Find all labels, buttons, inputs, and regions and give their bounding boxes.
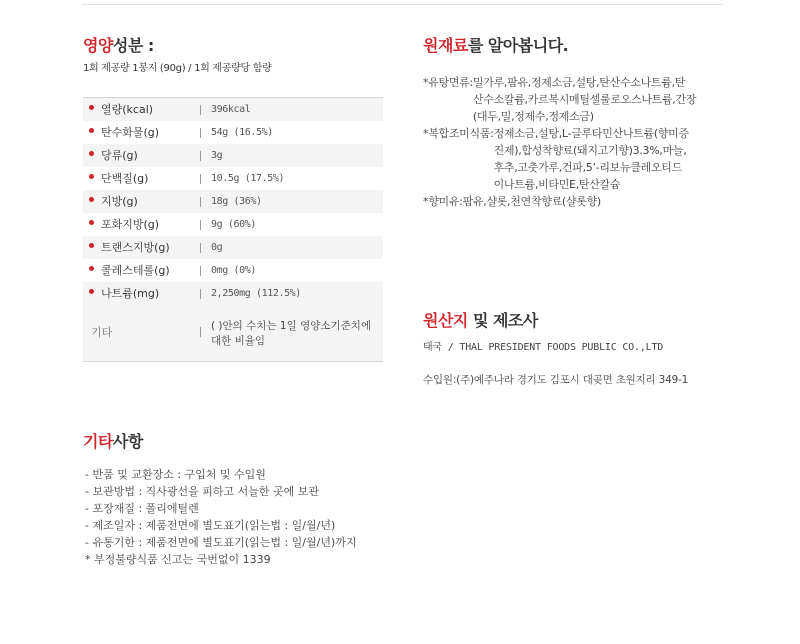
nutrition-row: [83, 259, 383, 282]
ingredient-line: 이나트륨,비타민E,탄산칼슘: [493, 178, 621, 191]
ingredient-group-label: *향미유:: [423, 195, 463, 208]
note-text: ( )안의 수치는 1일 영양소기준치에 대한 비율임: [211, 320, 372, 347]
list-item: * 부정불량식품 신고는 국번없이 1339: [85, 553, 271, 566]
ingredient-line: 밀가루,팜유,정제소금,설탕,탄산수소나트륨,탄: [472, 76, 686, 89]
origin-title-highlight: 원산지: [423, 311, 468, 330]
ingredient-line: 팜유,샬롯,천연착향료(샬롯향): [462, 195, 601, 208]
nutrient-value: 0mg (0%): [211, 265, 256, 276]
nutrient-name: 지방(g): [101, 195, 138, 208]
nutrition-row: [83, 121, 383, 144]
importer-text: 수입원:(주)예주나라 경기도 김포시 대곶면 초원지리 349-1: [423, 374, 689, 386]
nutrient-value: 54g (16.5%): [211, 127, 273, 138]
red-bullet-icon: [89, 289, 94, 294]
origin-title: [423, 308, 538, 331]
nutrient-value: 0g: [211, 242, 223, 253]
nutrient-name: 단백질(g): [101, 172, 149, 185]
ingredients-title-highlight: 원재료: [423, 36, 468, 55]
nutrient-value: 18g (36%): [211, 196, 262, 207]
nutrient-name: 트랜스지방(g): [101, 241, 170, 254]
ingredient-group-label: *복합조미식품:: [423, 127, 494, 140]
nutrition-row: [83, 213, 383, 236]
red-bullet-icon: [89, 243, 94, 248]
column-separator: [200, 289, 201, 299]
column-separator: [200, 105, 201, 115]
nutrition-row: [83, 190, 383, 213]
ingredient-group: [423, 74, 696, 125]
origin-title-rest: 및 제조사: [467, 311, 538, 330]
nutrient-value: 3g: [211, 150, 223, 161]
nutrition-table: [83, 97, 383, 362]
serving-size-text: 1회 제공량 1봉지 (90g) / 1회 제공량당 함량: [83, 63, 272, 74]
ingredient-line: 후추,고춧가루,건파,5’-리보뉴클레오티드: [493, 161, 682, 174]
nutrient-value: 2,250mg (112.5%): [211, 288, 301, 299]
list-item: - 유통기한 : 제품전면에 별도표기(읽는법 : 일/월/년)까지: [85, 536, 357, 549]
nutrition-row: [83, 236, 383, 259]
nutrition-note-row: [83, 305, 383, 361]
ingredient-line: 산수소칼륨,카르복시메틸셀룰로오스나트륨,간장: [472, 93, 697, 106]
etc-title-rest: 사항: [112, 432, 143, 451]
nutrient-name: 콜레스테롤(g): [101, 264, 170, 277]
ingredient-line: (대두,밀,정제수,정제소금): [472, 110, 594, 123]
ingredient-group-label: *유탕면류:: [423, 76, 473, 89]
nutrient-name: 포화지방(g): [101, 218, 160, 231]
note-label: 기타: [91, 326, 113, 339]
ingredient-line: 정제소금,설탕,L-글루타민산나트륨(향미증: [493, 127, 689, 140]
nutrition-row: [83, 167, 383, 190]
ingredient-group: [423, 193, 696, 210]
etc-title-highlight: 기타: [83, 432, 113, 451]
nutrient-name: 열량(kcal): [101, 103, 154, 116]
column-separator: [200, 266, 201, 276]
ingredient-line: 진제),합성착향료(돼지고기향)3.3%,마늘,: [493, 144, 687, 157]
ingredients-title: [423, 33, 568, 56]
nutrient-name: 탄수화물(g): [101, 126, 160, 139]
column-separator: [200, 220, 201, 230]
red-bullet-icon: [89, 266, 94, 271]
column-separator: [200, 197, 201, 207]
list-item: - 제조일자 : 제품전면에 별도표기(읽는법 : 일/월/년): [85, 519, 336, 532]
red-bullet-icon: [89, 197, 94, 202]
manufacturer-text: 태국 / THAL PRESIDENT FOODS PUBLIC CO.,LTD: [423, 342, 664, 353]
etc-title: [83, 429, 143, 452]
column-separator: [200, 327, 201, 337]
nutrient-name: 나트륨(mg): [101, 287, 160, 300]
nutrition-title-rest: 성분 :: [112, 36, 154, 55]
top-divider: [82, 4, 723, 5]
nutrition-title: [83, 33, 154, 56]
nutrient-value: 10.5g (17.5%): [211, 173, 285, 184]
ingredients-list: [423, 74, 696, 210]
column-separator: [200, 243, 201, 253]
list-item: - 보관방법 : 직사광선을 피하고 서늘한 곳에 보관: [85, 485, 320, 498]
list-item: - 포장재질 : 폴리에틸렌: [85, 502, 199, 515]
red-bullet-icon: [89, 128, 94, 133]
nutrition-row: [83, 282, 383, 305]
red-bullet-icon: [89, 220, 94, 225]
ingredients-title-rest: 를 알아봅니다.: [467, 36, 569, 55]
nutrition-title-highlight: 영양: [83, 36, 113, 55]
ingredient-group: [423, 125, 696, 193]
red-bullet-icon: [89, 105, 94, 110]
etc-list: [85, 466, 357, 568]
column-separator: [200, 151, 201, 161]
nutrient-value: 396kcal: [211, 104, 251, 115]
red-bullet-icon: [89, 151, 94, 156]
red-bullet-icon: [89, 174, 94, 179]
nutrition-row: [83, 98, 383, 121]
list-item: - 반품 및 교환장소 : 구입처 및 수입원: [85, 468, 266, 481]
nutrient-value: 9g (60%): [211, 219, 256, 230]
nutrition-row: [83, 144, 383, 167]
column-separator: [200, 174, 201, 184]
column-separator: [200, 128, 201, 138]
nutrient-name: 당류(g): [101, 149, 138, 162]
